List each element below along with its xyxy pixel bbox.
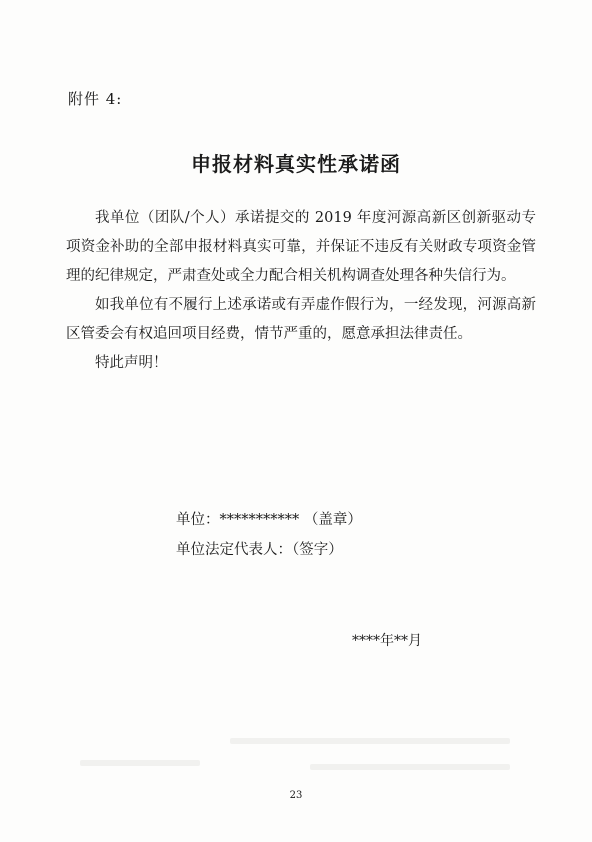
date-line: ****年**月 (352, 633, 422, 649)
signature-block (176, 505, 362, 565)
page-number: 23 (289, 790, 303, 801)
attachment-label: 附件 4: (68, 90, 123, 108)
commitment-paragraph: 我单位（团队/个人）承诺提交的 2019 年度河源高新区创新驱动专项资金补助的全部申报材料真实可靠，并保证不违反有关财政专项资金管理的纪律规定，严肃查处或全力配合相关机构调查处理各种失信行为。 (66, 210, 536, 284)
liability-paragraph: 如我单位有不履行上述承诺或有弄虚作假行为，一经发现，河源高新区管委会有权追回项目经费，情节严重的，愿意承担法律责任。 (66, 297, 536, 342)
document-title: 申报材料真实性承诺函 (191, 152, 401, 176)
show-through-marks (70, 720, 530, 800)
unit-seal-line: 单位：*********** （盖章） (176, 512, 362, 528)
representative-signature-line: 单位法定代表人：（签字） (176, 542, 343, 558)
declaration-paragraph: 特此声明！ (95, 355, 168, 371)
commitment-body (66, 204, 536, 378)
